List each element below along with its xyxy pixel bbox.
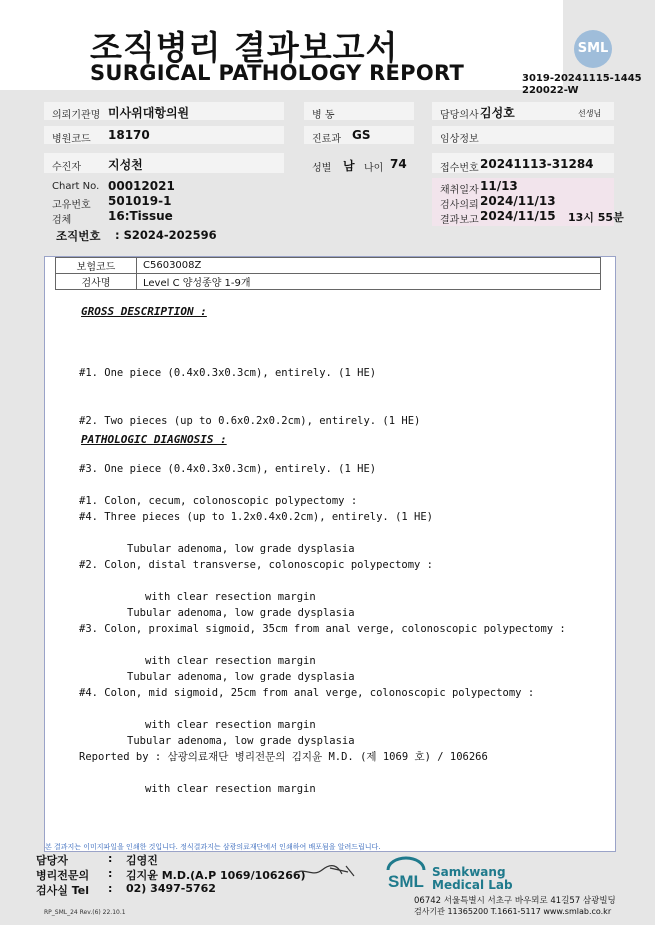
gross-line: #3. One piece (0.4x0.3x0.3cm), entirely. (1 HE) [79,463,377,475]
insurance-code: C5603008Z [137,258,601,274]
receipt-label: 접수번호 [440,163,479,174]
gross-line: #1. One piece (0.4x0.3x0.3cm), entirely. (1 HE) [79,367,377,379]
diagnosis-site: #4. Colon, mid sigmoid, 25cm from anal verge, colonoscopic polypectomy : [79,687,535,699]
request-value: 2024/11/13 [480,194,556,208]
report-title-korean: 조직병리 결과보고서 [90,28,399,67]
svg-text:SML: SML [388,872,424,891]
pathologist-label: 병리전문의 [36,869,90,882]
staff-value: 김영진 [126,854,158,867]
diagnosis-site: #2. Colon, distal transverse, colonoscopic polypectomy : [79,559,434,571]
doctor-suffix: 선생님 [578,109,602,118]
tissue-no-value: : S2024-202596 [115,228,217,242]
unique-label: 고유번호 [52,200,91,211]
company-name [432,866,513,892]
sex-value: 남 [343,159,355,173]
staff-label: 담당자 [36,854,68,867]
lab-tel-colon: : [108,882,113,895]
company-address: 06742 서울특별시 서초구 바우뫼로 41길57 삼광빌딩 [414,896,616,906]
sex-label: 성별 [312,163,332,174]
tissue-no-label: 조직번호 [56,229,101,243]
ward-label: 병 동 [312,110,335,121]
company-name-line1: Samkwang [432,865,506,879]
diagnosis-item [79,653,534,829]
report-title-english: SURGICAL PATHOLOGY REPORT [90,61,465,85]
report-date-label: 결과보고 [440,215,479,226]
examinee-value: 지성천 [108,158,143,172]
institution-number: 검사기관 11365200 T.1661-5117 www.smlab.co.kr [414,907,612,916]
gross-line: #4. Three pieces (up to 1.2x0.4x0.2cm), entirely. (1 HE) [79,511,434,523]
specimen-value: 16:Tissue [108,209,173,223]
pathologic-diagnosis-title: PATHOLOGIC DIAGNOSIS : [81,433,227,446]
lab-tel-value: 02) 3497-5762 [126,882,216,895]
lab-tel-label: 검사실 Tel [36,884,89,897]
report-time-value: 13시 55분 [568,211,624,224]
diagnosis-margin: with clear resection margin [145,591,316,603]
print-notice: 본 결과지는 이미지파일을 인쇄한 것입니다. 정식결과지는 삼광의료재단에서 인쇄하여 배포됨을 알려드립니다. [45,843,381,851]
chart-value: 00012021 [108,179,175,193]
insurance-label: 보험코드 [56,258,137,274]
age-value: 74 [390,157,407,171]
clinical-label: 임상정보 [440,134,479,145]
receipt-value: 20241113-31284 [480,157,594,171]
dept-value: GS [352,128,371,142]
document-id-line2: 220022-W [522,85,579,96]
request-label: 검사의뢰 [440,200,479,211]
dept-label: 진료과 [312,134,341,145]
institution-value: 미사위대항의원 [108,106,190,120]
age-label: 나이 [364,163,384,174]
pathologist-value: 김지윤 M.D.(A.P 1069/106266) [126,869,306,882]
diagnosis-finding: Tubular adenoma, low grade dysplasia [127,607,355,619]
test-name-row [56,274,601,290]
signature-image [290,860,360,882]
report-panel [44,256,616,852]
document-id [522,73,642,97]
test-name-label: 검사명 [56,274,137,290]
diagnosis-finding: Tubular adenoma, low grade dysplasia [127,671,355,683]
doctor-value: 김성호 [480,106,515,120]
institution-label: 의뢰기관명 [52,110,101,121]
diagnosis-finding: Tubular adenoma, low grade dysplasia [127,735,355,747]
form-code: RP_SML_24 Rev.(6) 22.10.1 [44,909,126,916]
diagnosis-site: #3. Colon, proximal sigmoid, 35cm from anal verge, colonoscopic polypectomy : [79,623,566,635]
report-date-value: 2024/11/15 [480,209,556,223]
diagnosis-margin: with clear resection margin [145,655,316,667]
test-info-table [55,257,601,290]
pathologist-colon: : [108,867,113,880]
chart-label: Chart No. [52,181,100,192]
staff-colon: : [108,852,113,865]
test-name-value: Level C 양성종양 1-9개 [137,274,601,290]
specimen-label: 검체 [52,215,72,226]
unique-value: 501019-1 [108,194,172,208]
hospital-code-label: 병원코드 [52,134,91,145]
examinee-label: 수진자 [52,162,81,173]
gross-line: #2. Two pieces (up to 0.6x0.2x0.2cm), entirely. (1 HE) [79,415,421,427]
gross-description-title: GROSS DESCRIPTION : [81,305,207,318]
collect-label: 채취일자 [440,185,479,196]
samkwang-logo-icon [384,856,428,892]
doctor-label: 담당의사 [440,110,479,121]
insurance-row [56,258,601,274]
diagnosis-margin: with clear resection margin [145,719,316,731]
diagnosis-site: #1. Colon, cecum, colonoscopic polypectomy : [79,495,358,507]
sml-logo-icon: SML [574,30,612,68]
hospital-code-value: 18170 [108,128,150,142]
diagnosis-margin: with clear resection margin [145,783,316,795]
diagnosis-finding: Tubular adenoma, low grade dysplasia [127,543,355,555]
document-id-line1: 3019-20241115-1445 [522,73,642,84]
collect-value: 11/13 [480,179,518,193]
company-name-line2: Medical Lab [432,878,513,892]
reported-by: Reported by : 삼광의료재단 병리전문의 김지윤 M.D. (제 1069 호) / 106266 [79,751,488,763]
